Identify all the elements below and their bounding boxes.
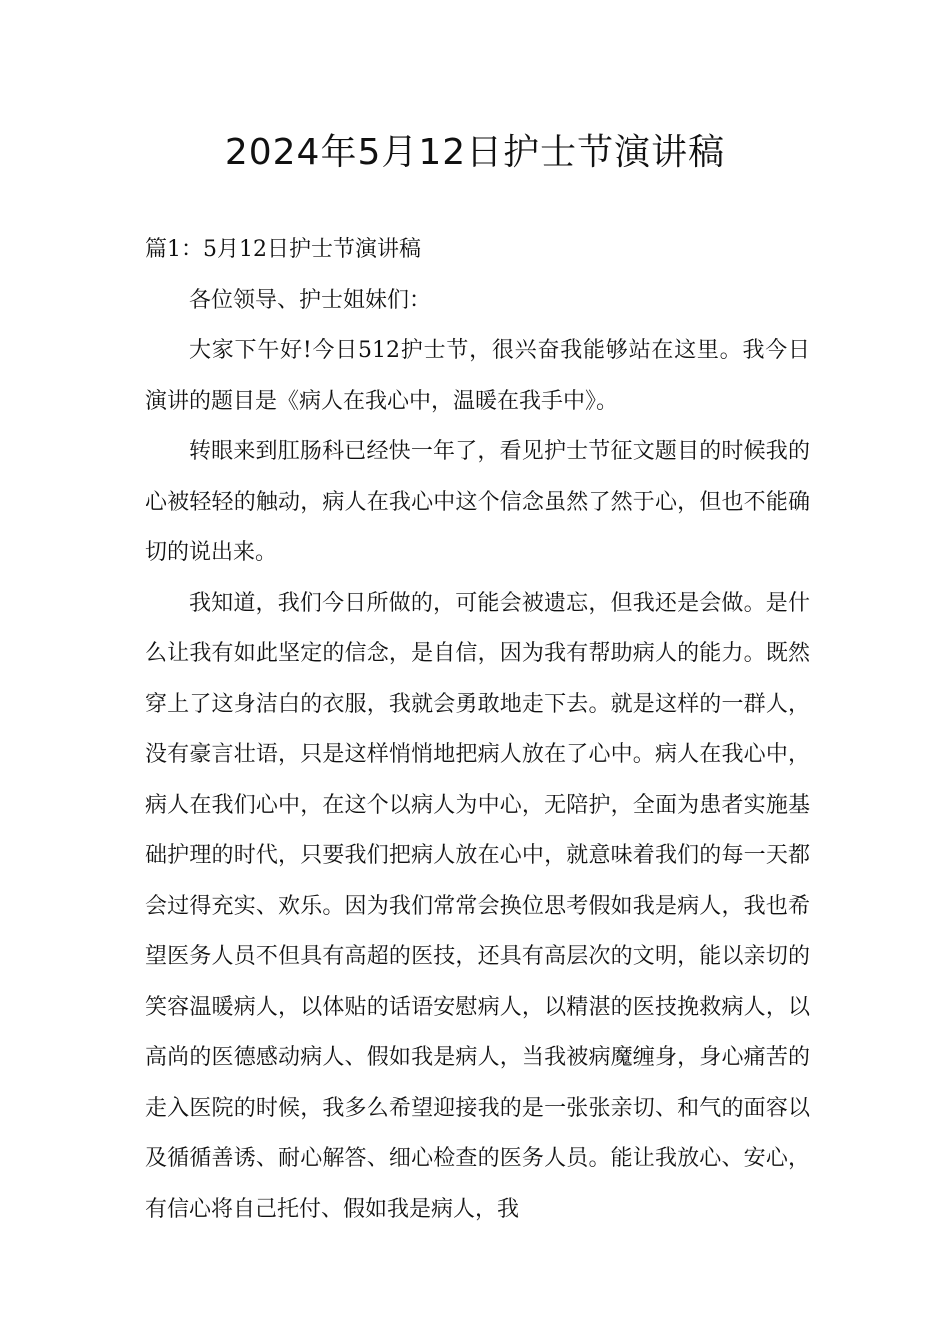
paragraph-main: 我知道，我们今日所做的，可能会被遗忘，但我还是会做。是什么让我有如此坚定的信念，是自信，因为我有帮助病人的能力。既然穿上了这身洁白的衣服，我就会勇敢地走下去。就是这样的一群人，没有豪言壮语，只是这样悄悄地把病人放在了心中。病人在我心中，病人在我们心中，在这个以病人为中心，无陪护，全面为患者实施基础护理的时代，只要我们把病人放在心中，就意味着我们的每一天都会过得充实、欢乐。因为我们常常会换位思考假如我是病人，我也希望医务人员不但具有高超的医技，还具有高层次的文明，能以亲切的笑容温暖病人，以体贴的话语安慰病人，以精湛的医技挽救病人，以高尚的医德感动病人、假如我是病人，当我被病魔缠身，身心痛苦的走入医院的时候，我多么希望迎接我的是一张张亲切、和气的面容以及循循善诱、耐心解答、细心检查的医务人员。能让我放心、安心，有信心将自己托付、假如我是病人，我 [145, 590, 810, 1222]
document-title: 2024年5月12日护士节演讲稿 [224, 132, 726, 173]
paragraph-greeting: 各位领导、护士姐妹们： [189, 287, 432, 313]
section-heading: 篇1：5月12日护士节演讲稿 [145, 237, 421, 262]
paragraph-opening: 大家下午好!今日512护士节，很兴奋我能够站在这里。我今日演讲的题目是《病人在我心中，温暖在我手中》。 [145, 338, 810, 414]
paragraph-reflection: 转眼来到肛肠科已经快一年了，看见护士节征文题目的时候我的心被轻轻的触动，病人在我心中这个信念虽然了然于心，但也不能确切的说出来。 [145, 439, 810, 565]
document-body [145, 225, 810, 1235]
